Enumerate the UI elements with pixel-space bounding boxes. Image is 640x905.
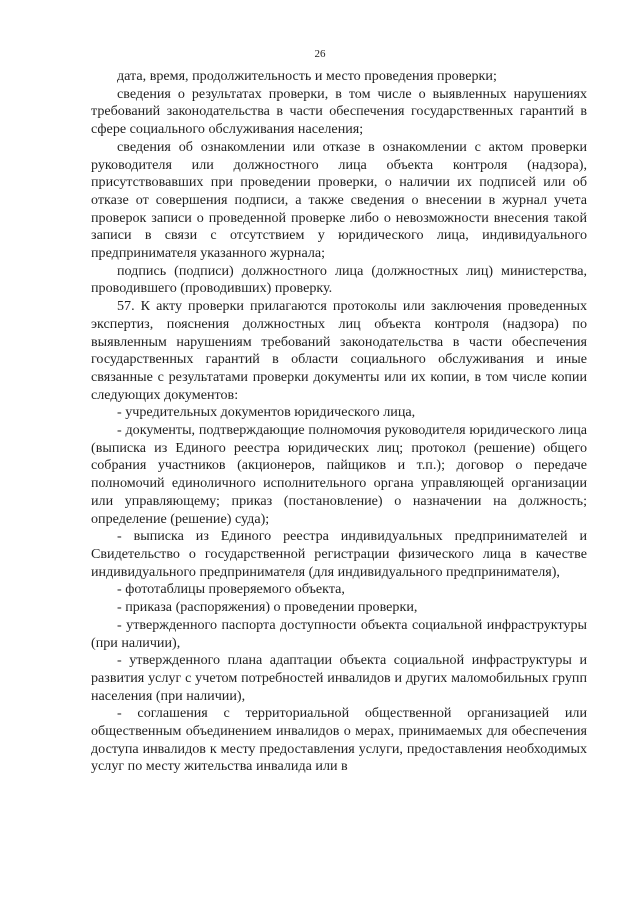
list-item-accessibility-passport: - утвержденного паспорта доступности объекта социальной инфраструктуры (при наличии), <box>91 616 587 651</box>
list-item-founding-documents: - учредительных документов юридического лица, <box>117 404 416 421</box>
paragraph-inspection-datetime: дата, время, продолжительность и место проведения проверки; <box>117 68 497 84</box>
list-item-disability-agreement: - соглашения с территориальной общественной организацией или общественным объединением инвалидов о мерах, принимаемых для обеспечения доступа инвалидов к месту предоставления услуги, предоставления необходимых услуг по месту жительства инвалида или в <box>91 705 587 775</box>
paragraph-inspection-results: сведения о результатах проверки, в том числе о выявленных нарушениях требований законодательства в части обеспечения государственных гарантий в сфере социального обслуживания населения; <box>91 85 587 138</box>
list-item-inspection-order: - приказа (распоряжения) о проведении проверки, <box>117 599 418 616</box>
document-body <box>91 68 587 776</box>
paragraph-clause-57: 57. К акту проверки прилагаются протоколы или заключения проведенных экспертиз, пояснения должностных лиц объекта контроля (надзора) по выявленным нарушениям требований законодательства в части обеспечения государственных гарантий в области социального обслуживания и иные связанные с результатами проверки документы или их копии, в том числе копии следующих документов: <box>91 298 587 403</box>
list-item-authority-documents: - документы, подтверждающие полномочия руководителя юридического лица (выписка из Единого реестра юридических лиц; протокол (решение) общего собрания участников (акционеров, пайщиков и т.п.); договор о передаче полномочий единоличного исполнительного органа управляющей организации или управляющему; приказ (постановление) о назначении на должность; определение (решение) суда); <box>91 422 587 527</box>
list-item-adaptation-plan: - утвержденного плана адаптации объекта социальной инфраструктуры и развития услуг с учетом потребностей инвалидов и других маломобильных групп населения (при наличии), <box>91 652 587 704</box>
list-item-photo-tables: - фототаблицы проверяемого объекта, <box>117 581 345 598</box>
page-number: 26 <box>314 48 326 60</box>
paragraph-acquaintance-info: сведения об ознакомлении или отказе в ознакомлении с актом проверки руководителя или должностного лица объекта контроля (надзора), присутствовавших при проведении проверки, о наличии их подписей или об отказе от совершения подписи, а также сведения о внесении в журнал учета проверок записи о проведенной проверке либо о невозможности внесения такой записи в связи с отсутствием у юридического лица, индивидуального предпринимателя указанного журнала; <box>91 138 587 262</box>
paragraph-official-signature: подпись (подписи) должностного лица (должностных лиц) министерства, проводившего (проводивших) проверку. <box>91 262 587 297</box>
list-item-entrepreneur-registry: - выписка из Единого реестра индивидуальных предпринимателей и Свидетельство о государственной регистрации физического лица в качестве индивидуального предпринимателя (для индивидуального предпринимателя), <box>91 528 587 580</box>
